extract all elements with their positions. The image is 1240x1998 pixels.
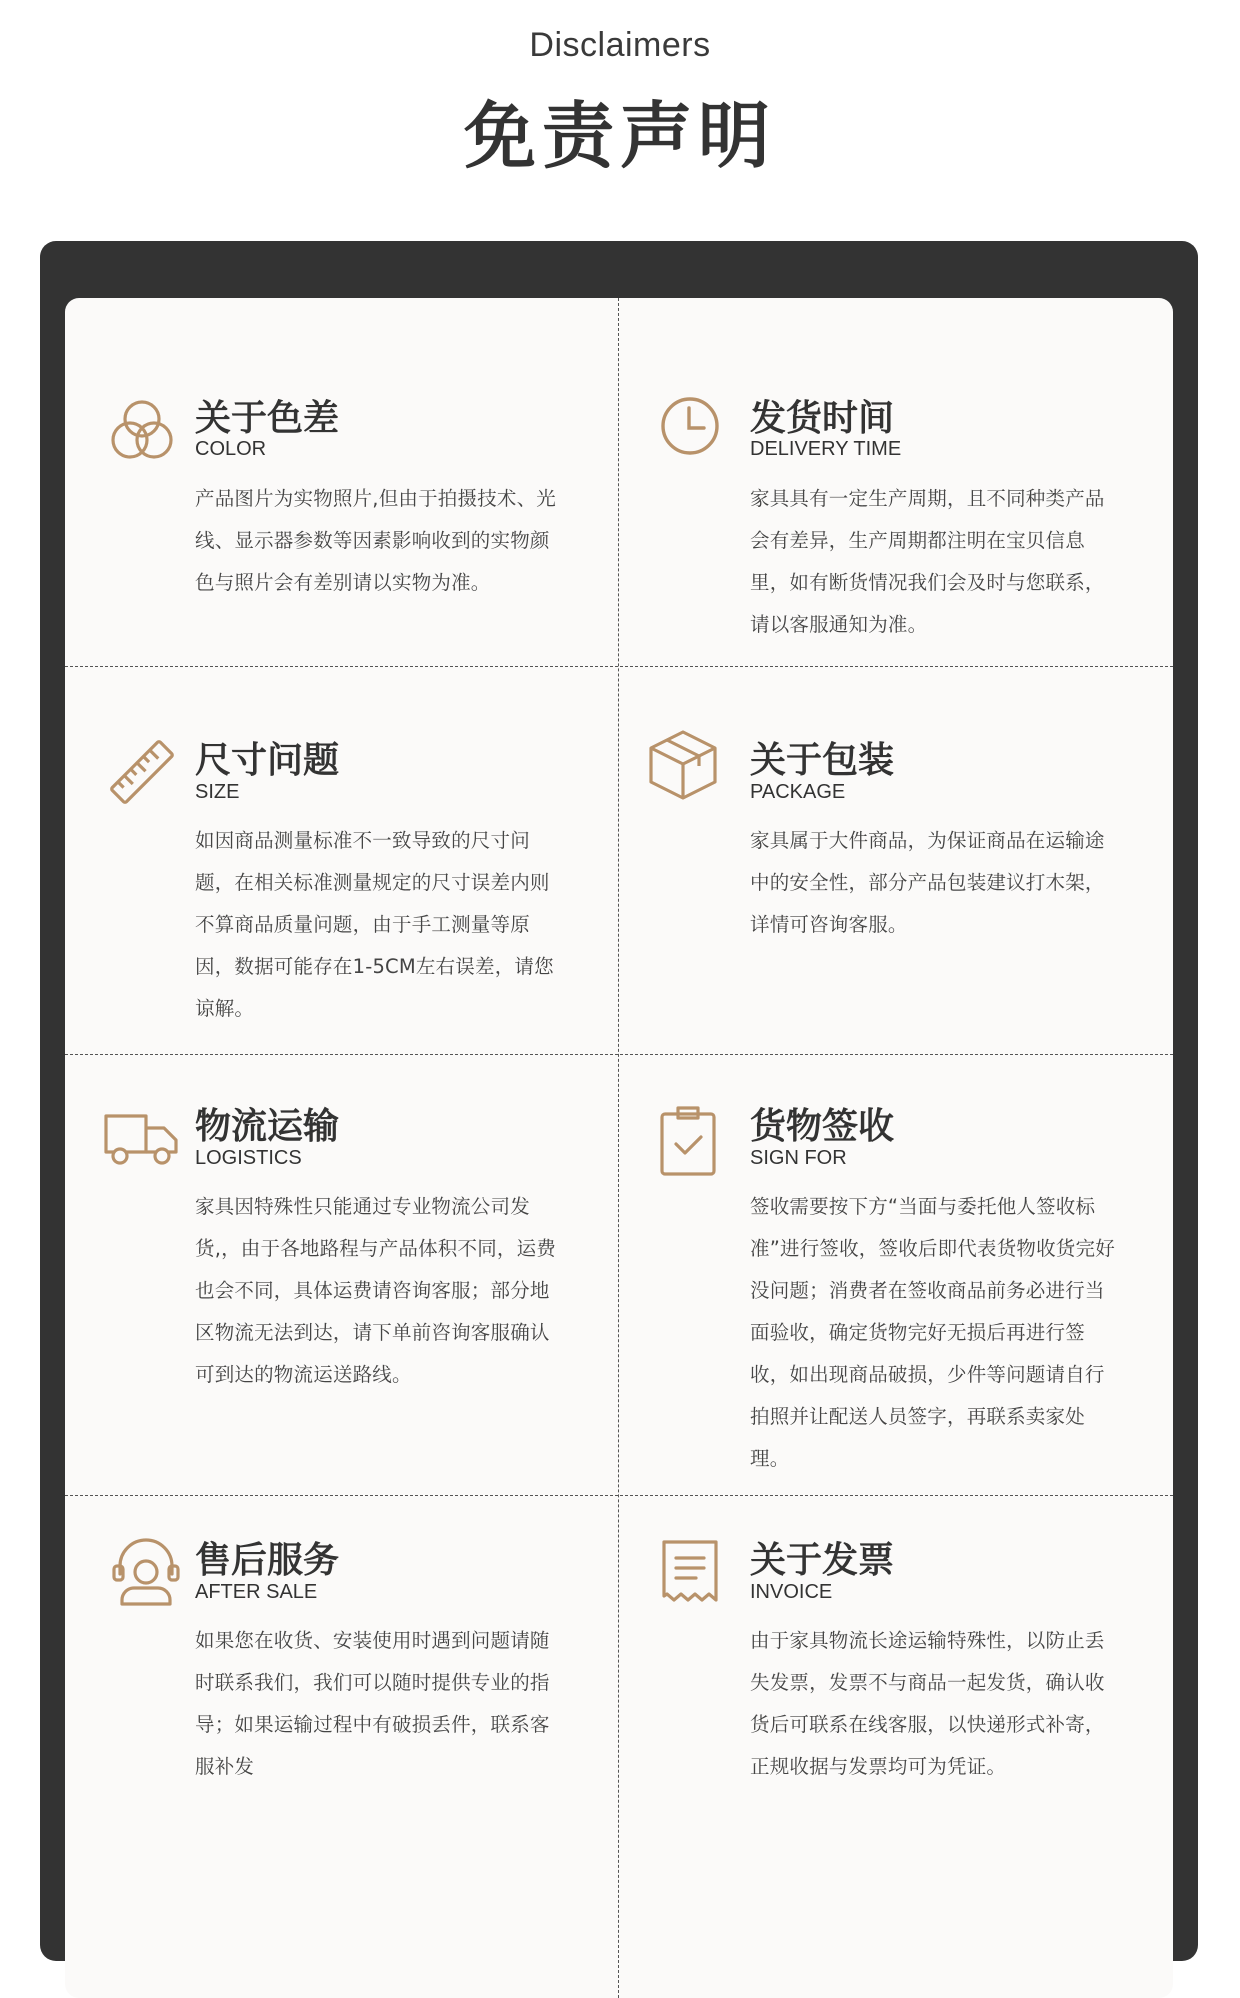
disclaimer-item-color bbox=[65, 298, 618, 666]
row-divider bbox=[65, 666, 1173, 667]
disclaimer-item-package bbox=[620, 668, 1173, 1054]
receipt-icon bbox=[650, 1532, 730, 1612]
item-title: 关于包装 bbox=[750, 740, 895, 781]
item-title: 售后服务 bbox=[195, 1540, 340, 1581]
disclaimer-item-logistics bbox=[65, 1056, 618, 1495]
item-title: 关于发票 bbox=[750, 1540, 895, 1581]
ruler-icon bbox=[102, 732, 182, 812]
customer-service-headset-icon bbox=[106, 1532, 186, 1612]
item-title: 关于色差 bbox=[195, 398, 340, 439]
item-subtitle: LOGISTICS bbox=[195, 1147, 302, 1169]
item-body: 签收需要按下方“当面与委托他人签收标准”进行签收，签收后即代表货物收货完好没问题；消费者在签收商品前务必进行当面验收，确定货物完好无损后再进行签收，如出现商品破损，少件等问题请自行拍照并让配送人员签字，再联系卖家处理。 bbox=[750, 1195, 1115, 1470]
page-title: 免责声明 bbox=[463, 94, 776, 178]
page-subtitle: Disclaimers bbox=[529, 26, 711, 64]
clipboard-check-icon bbox=[648, 1102, 728, 1182]
item-body: 家具具有一定生产周期，且不同种类产品会有差异，生产周期都注明在宝贝信息里，如有断货情况我们会及时与您联系，请以客服通知为准。 bbox=[750, 487, 1105, 636]
clock-icon bbox=[650, 386, 730, 466]
item-title: 货物签收 bbox=[750, 1106, 895, 1147]
column-divider bbox=[618, 298, 619, 1998]
item-subtitle: SIZE bbox=[195, 781, 240, 803]
item-body: 家具属于大件商品，为保证商品在运输途中的安全性，部分产品包装建议打木架，详情可咨询客服。 bbox=[750, 829, 1105, 936]
disclaimer-item-after-sale bbox=[65, 1497, 618, 1998]
item-subtitle: DELIVERY TIME bbox=[750, 438, 902, 460]
item-body: 由于家具物流长途运输特殊性，以防止丢失发票，发票不与商品一起发货，确认收货后可联系在线客服，以快递形式补寄，正规收据与发票均可为凭证。 bbox=[750, 1629, 1105, 1778]
item-body: 产品图片为实物照片,但由于拍摄技术、光线、显示器参数等因素影响收到的实物颜色与照片会有差别请以实物为准。 bbox=[195, 487, 556, 594]
item-subtitle: COLOR bbox=[195, 438, 267, 460]
item-subtitle: SIGN FOR bbox=[750, 1147, 847, 1169]
disclaimer-item-sign-for bbox=[620, 1056, 1173, 1495]
item-subtitle: AFTER SALE bbox=[195, 1581, 318, 1603]
item-body: 如因商品测量标准不一致导致的尺寸问题，在相关标准测量规定的尺寸误差内则不算商品质量问题，由于手工测量等原因，数据可能存在1-5CM左右误差，请您谅解。 bbox=[195, 829, 554, 1020]
item-title: 尺寸问题 bbox=[195, 740, 340, 781]
item-subtitle: INVOICE bbox=[750, 1581, 833, 1603]
package-box-icon bbox=[643, 724, 723, 804]
disclaimer-item-delivery-time bbox=[620, 298, 1173, 666]
disclaimer-panel bbox=[65, 298, 1173, 1998]
row-divider bbox=[65, 1495, 1173, 1496]
item-title: 发货时间 bbox=[750, 398, 895, 439]
item-subtitle: PACKAGE bbox=[750, 781, 846, 803]
page-header bbox=[0, 0, 1240, 200]
color-circles-icon bbox=[102, 390, 182, 470]
row-divider bbox=[65, 1054, 1173, 1055]
truck-icon bbox=[102, 1098, 182, 1178]
disclaimer-item-invoice bbox=[620, 1497, 1173, 1998]
disclaimer-item-size bbox=[65, 668, 618, 1054]
item-title: 物流运输 bbox=[195, 1106, 340, 1147]
item-body: 如果您在收货、安装使用时遇到问题请随时联系我们，我们可以随时提供专业的指导；如果运输过程中有破损丢件，联系客服补发 bbox=[195, 1629, 550, 1778]
item-body: 家具因特殊性只能通过专业物流公司发货,，由于各地路程与产品体积不同，运费也会不同，具体运费请咨询客服；部分地区物流无法到达，请下单前咨询客服确认可到达的物流运送路线。 bbox=[195, 1195, 556, 1386]
